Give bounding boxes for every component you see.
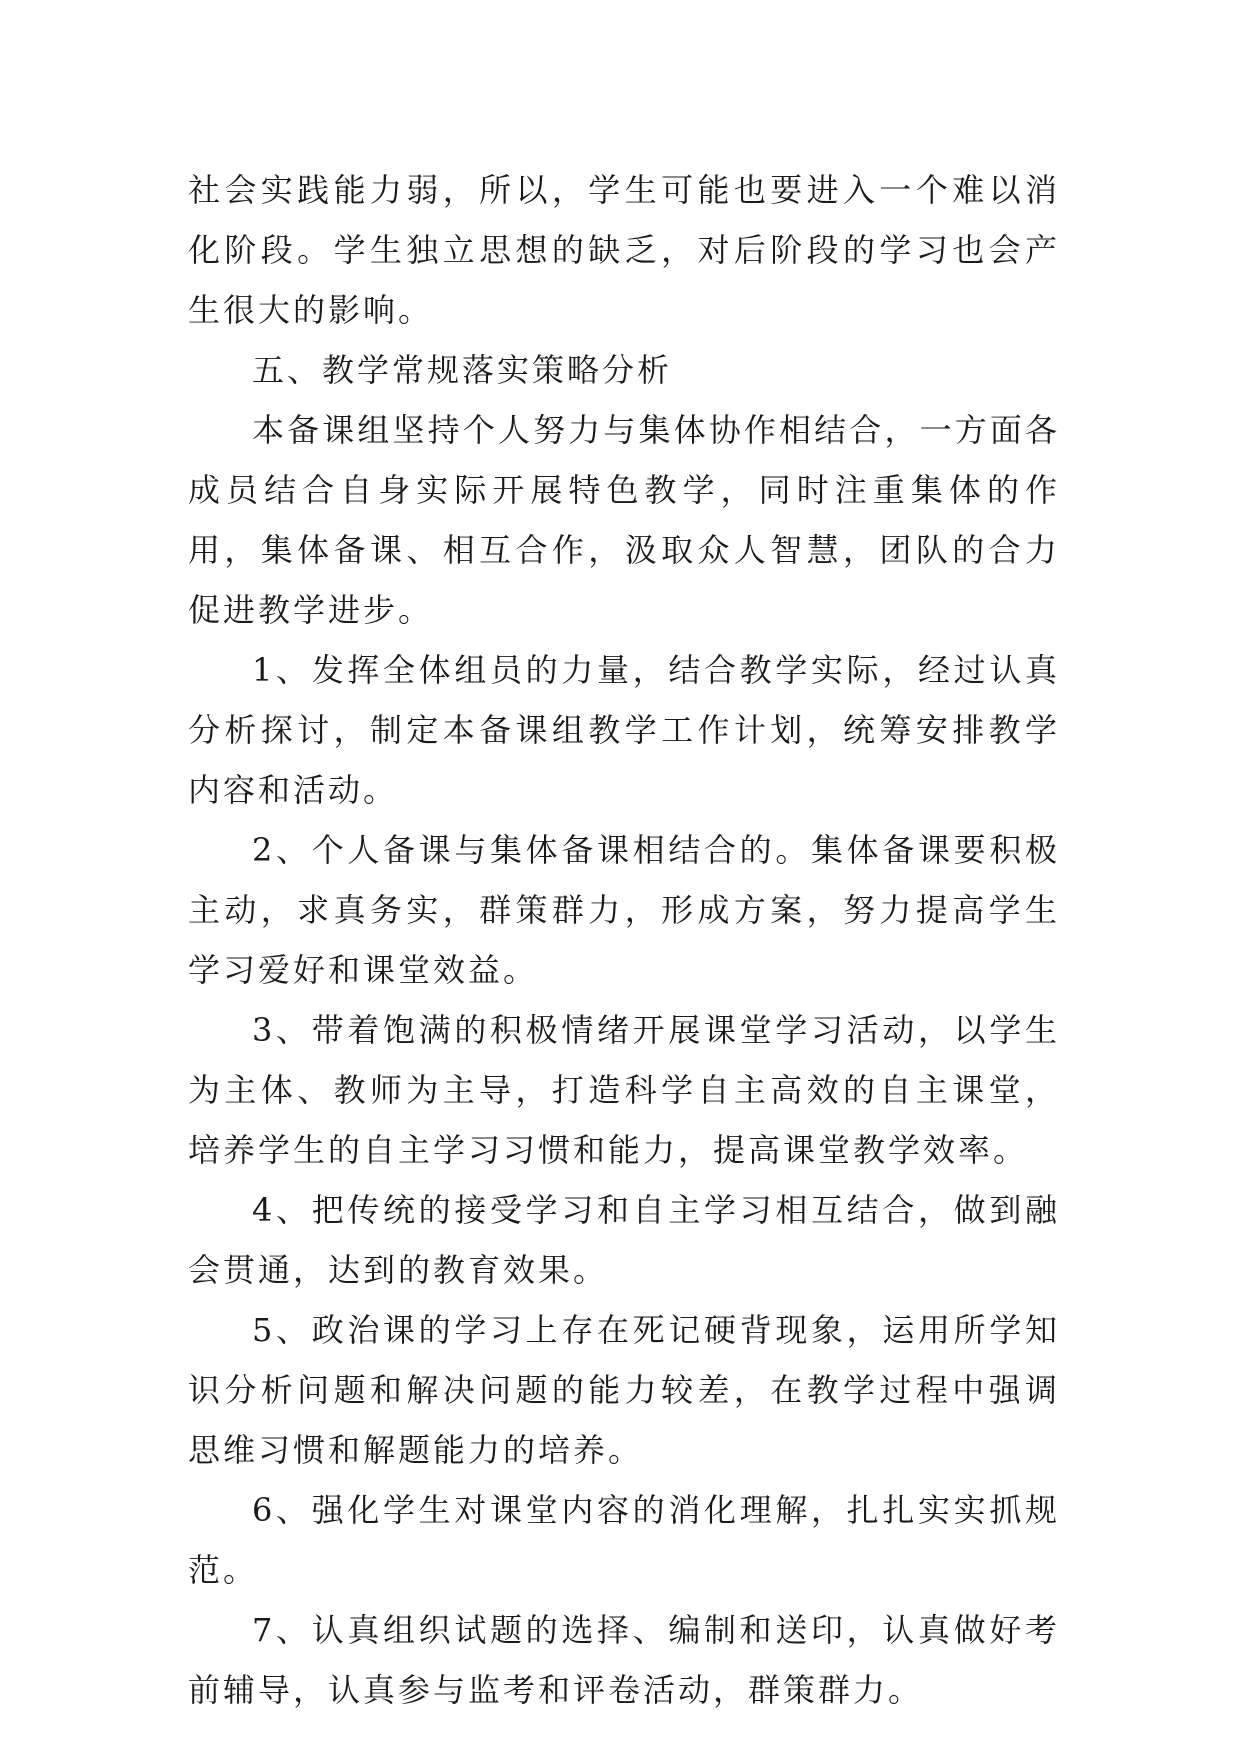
document-body [188,160,1060,1720]
list-item: 4、把传统的接受学习和自主学习相互结合，做到融会贯通，达到的教育效果。 [188,1191,1060,1289]
list-item: 3、带着饱满的积极情绪开展课堂学习活动，以学生为主体、教师为主导，打造科学自主高效的自主课堂，培养学生的自主学习习惯和能力，提高课堂教学效率。 [188,1011,1060,1169]
body-paragraph: 社会实践能力弱，所以，学生可能也要进入一个难以消化阶段。学生独立思想的缺乏，对后阶段的学习也会产生很大的影响。 [188,171,1060,329]
list-item: 5、政治课的学习上存在死记硬背现象，运用所学知识分析问题和解决问题的能力较差，在教学过程中强调思维习惯和解题能力的培养。 [188,1311,1060,1469]
list-item: 7、认真组织试题的选择、编制和送印，认真做好考前辅导，认真参与监考和评卷活动，群策群力。 [188,1611,1060,1709]
list-item: 1、发挥全体组员的力量，结合教学实际，经过认真分析探讨，制定本备课组教学工作计划，统筹安排教学内容和活动。 [188,651,1060,809]
list-item: 6、强化学生对课堂内容的消化理解，扎扎实实抓规范。 [188,1491,1060,1589]
section-heading: 五、教学常规落实策略分析 [252,351,673,389]
body-paragraph: 本备课组坚持个人努力与集体协作相结合，一方面各成员结合自身实际开展特色教学，同时注重集体的作用，集体备课、相互合作，汲取众人智慧，团队的合力促进教学进步。 [188,411,1060,629]
list-item: 2、个人备课与集体备课相结合的。集体备课要积极主动，求真务实，群策群力，形成方案，努力提高学生学习爱好和课堂效益。 [188,831,1060,989]
